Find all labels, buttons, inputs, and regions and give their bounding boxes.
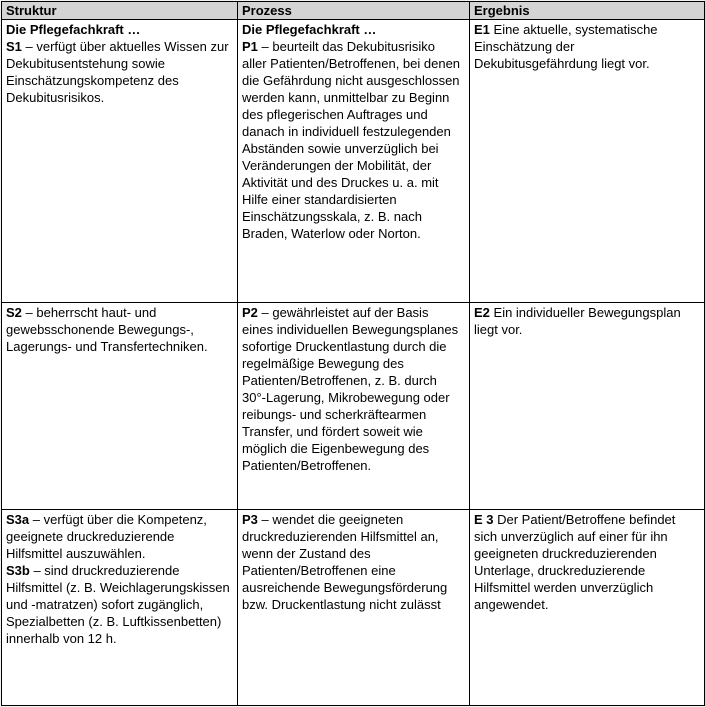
cell-item: [6, 38, 231, 106]
item-text: – sind druckreduzierende Hilfsmittel (z. B. Weichlagerungskissen und -matratzen) sofort zugänglich, Spezialbetten (z. B. Luftkissenbetten) innerhalb von 12 h.: [6, 563, 230, 646]
item-prefix: S1: [6, 39, 22, 54]
item-text: – verfügt über aktuelles Wissen zur Dekubitusentstehung sowie Einschätzungskompetenz des Dekubitusrisikos.: [6, 39, 229, 105]
cell-s3: [2, 510, 238, 706]
column-header-prozess: Prozess: [238, 2, 470, 20]
item-text: – beherrscht haut- und gewebsschonende Bewegungs-, Lagerungs- und Transfertechniken.: [6, 305, 208, 354]
cell-item: [6, 562, 231, 647]
cell-item: [474, 511, 698, 613]
item-prefix: S2: [6, 305, 22, 320]
cell-item: [6, 511, 231, 562]
cell-p1: [238, 20, 470, 303]
cell-e3: [470, 510, 705, 706]
cell-p2: [238, 303, 470, 510]
item-prefix: S3a: [6, 512, 30, 527]
item-prefix: E 3: [474, 512, 494, 527]
item-prefix: P3: [242, 512, 258, 527]
cell-item: [474, 21, 698, 72]
column-header-ergebnis: Ergebnis: [470, 2, 705, 20]
item-text: Ein individueller Bewegungsplan liegt vor.: [474, 305, 681, 337]
item-text: – wendet die geeigneten druckreduzierenden Hilfsmittel an, wenn der Zustand des Patienten/Betroffenen eine ausreichende Bewegungsförderung bzw. Druckentlastung nicht zulässt: [242, 512, 448, 612]
cell-s2: [2, 303, 238, 510]
cell-e2: [470, 303, 705, 510]
cell-item: [6, 304, 231, 355]
cell-item: [474, 304, 698, 338]
item-prefix: P1: [242, 39, 258, 54]
cell-e1: [470, 20, 705, 303]
cell-item: [242, 38, 463, 242]
column-header-struktur: Struktur: [2, 2, 238, 20]
expert-standard-table: [1, 1, 705, 706]
table-row-2: [2, 303, 705, 510]
table-row-1: [2, 20, 705, 303]
item-text: – verfügt über die Kompetenz, geeignete druckreduzierende Hilfsmittel auszuwählen.: [6, 512, 207, 561]
item-text: Der Patient/Betroffene befindet sich unverzüglich auf einer für ihn geeigneten druckreduzierenden Unterlage, druckreduzierende Hilfsmittel werden unverzüglich angewendet.: [474, 512, 676, 612]
item-prefix: S3b: [6, 563, 30, 578]
item-prefix: E1: [474, 22, 490, 37]
cell-intro: Die Pflegefachkraft …: [6, 22, 141, 37]
item-text: – gewährleistet auf der Basis eines individuellen Bewegungsplanes sofortige Druckentlastung durch die regelmäßige Bewegung des Patienten/Betroffenen, z. B. durch 30°-Lagerung, Mikrobewegung oder reibungs- und scherkräftearmen Transfer, und fördert soweit wie möglich die Eigenbewegung des Patienten/Betroffenen.: [242, 305, 459, 473]
item-text: Eine aktuelle, systematische Einschätzung der Dekubitusgefährdung liegt vor.: [474, 22, 658, 71]
item-prefix: E2: [474, 305, 490, 320]
item-text: – beurteilt das Dekubitusrisiko aller Patienten/Betroffenen, bei denen die Gefährdung nicht ausgeschlossen werden kann, unmittelbar zu Beginn des pflegerischen Auftrages und danach in individuell festzulegenden Abständen sowie unverzüglich bei Veränderungen der Mobilität, der Aktivität und des Druckes u. a. mit Hilfe einer standardisierten Einschätzungsskala, z. B. nach Braden, Waterlow oder Norton.: [242, 39, 461, 241]
cell-p3: [238, 510, 470, 706]
cell-intro: Die Pflegefachkraft …: [242, 22, 377, 37]
item-prefix: P2: [242, 305, 258, 320]
cell-s1: [2, 20, 238, 303]
header-row: [2, 2, 705, 20]
table-row-3: [2, 510, 705, 706]
cell-item: [242, 511, 463, 613]
cell-item: [242, 304, 463, 474]
